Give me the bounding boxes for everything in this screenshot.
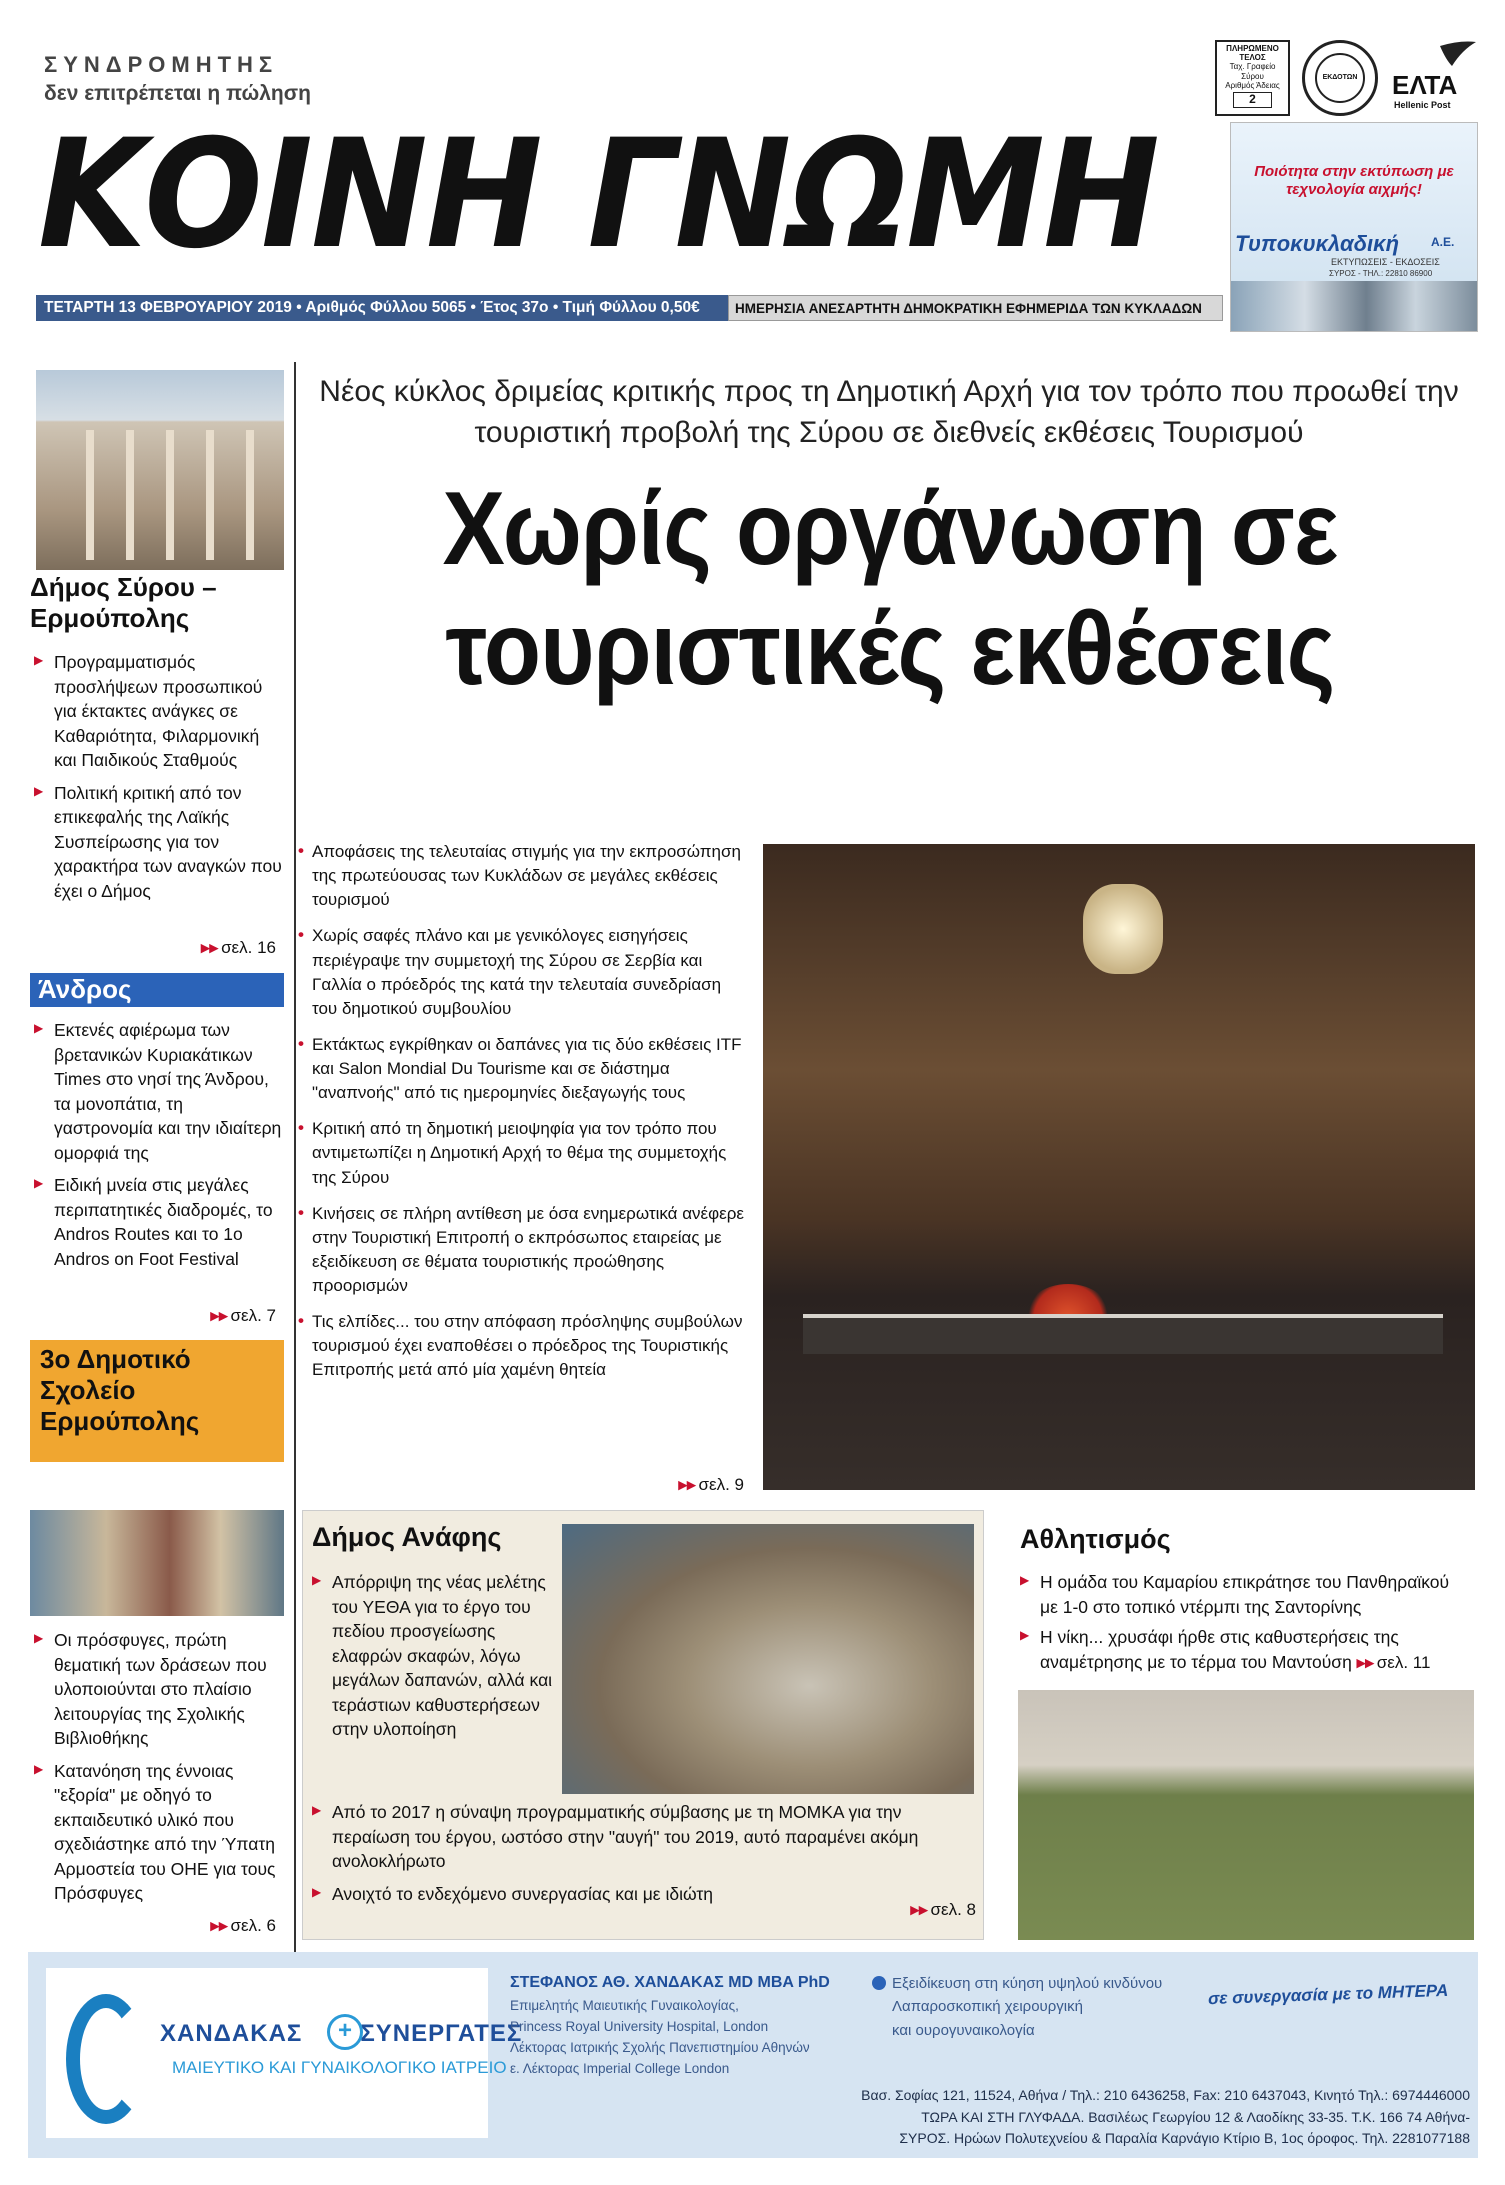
- ad-brand-name: Τυποκυκλαδική: [1235, 231, 1400, 256]
- address-line: Βασ. Σοφίας 121, 11524, Αθήνα / Τηλ.: 210 6436258, Fax: 210 6437043, Κινητό Τηλ.: 6974446000: [861, 2087, 1470, 2103]
- page-ref-label: σελ. 8: [930, 1900, 976, 1919]
- seal-text: ΕΚΔΟΤΩΝ: [1315, 53, 1365, 103]
- main-headline[interactable]: Χωρίς οργάνωση σε τουριστικές εκθέσεις: [442, 471, 1338, 707]
- section-title-school: 3ο Δημοτικό Σχολείο Ερμούπολης: [30, 1340, 284, 1462]
- chandelier: [1083, 884, 1163, 974]
- ad-machines-photo: [1231, 281, 1477, 332]
- address-line: ΣΥΡΟΣ. Ηρώων Πολυτεχνείου & Παραλία Καρνάγιο Κτίριο Β, 1ος όροφος. Τηλ. 2281077188: [899, 2130, 1470, 2147]
- list-item: • Εκτάκτως εγκρίθηκαν οι δαπάνες για τις δύο εκθέσεις ITF και Salon Mondial Du Tourisme και σε διάστημα "αναπνοής" από τις ημερομηνίες διεξαγωγής τους: [298, 1033, 750, 1105]
- page-ref-label: σελ. 11: [1376, 1652, 1431, 1672]
- doctor-credentials: [510, 1996, 810, 2080]
- list-item: ▶ Οι πρόσφυγες, πρώτη θεματική των δράσεων που υλοποιούνται στο πλαίσιο λειτουργίας της Σχολικής Βιβλιοθήκης: [34, 1628, 284, 1751]
- double-arrow-icon: ▸▸: [210, 1916, 228, 1935]
- football-match-photo: [1018, 1690, 1474, 1940]
- list-item: ▶ Πολιτική κριτική από τον επικεφαλής της Λαϊκής Συσπείρωσης για τον χαρακτήρα των αναγκών που έχει ο Δήμος: [34, 781, 284, 904]
- doctor-name: ΣΤΕΦΑΝΟΣ ΑΘ. ΧΑΝΔΑΚΑΣ MD MBA PhD: [510, 1974, 830, 1991]
- credential-line: ε. Λέκτορας Imperial College London: [510, 2060, 730, 2076]
- anafi-aerial-photo: [562, 1524, 974, 1794]
- ad-tagline: Ποιότητα στην εκτύπωση με τεχνολογία αιχμής!: [1254, 163, 1454, 198]
- specialty-line: Λαπαροσκοπική χειρουργική: [892, 1998, 1083, 2016]
- list-item: ▶ Ειδική μνεία στις μεγάλες περιπατητικές διαδρομές, το Andros Routes και το 1o Andros on Foot Festival: [34, 1173, 284, 1271]
- list-item: • Κινήσεις σε πλήρη αντίθεση με όσα ενημερωτικά ανέφερε στην Τουριστική Επιτροπή ο εκπρόσωπος εταιρείας με εξειδίκευση σε θέματα τουριστικής προώθησης προορισμών: [298, 1202, 750, 1299]
- permit-number: 2: [1233, 92, 1272, 108]
- bullet-dot-icon: [872, 1976, 886, 1990]
- credential-line: Λέκτορας Ιατρικής Σχολής Πανεπιστημίου Αθηνών: [510, 2039, 810, 2055]
- meeting-table: [803, 1314, 1443, 1354]
- clinic-name: ΧΑΝΔΑΚΑΣ ΣΥΝΕΡΓΑΤΕΣ: [160, 2020, 523, 2047]
- printing-company-ad[interactable]: [1230, 122, 1478, 332]
- council-meeting-photo: [763, 844, 1475, 1490]
- section-title-syros: Δήμος Σύρου – Ερμούπολης: [30, 572, 217, 634]
- newspaper-slogan: ΗΜΕΡΗΣΙΑ ΑΝΕΣΑΡΤΗΤΗ ΔΗΜΟΚΡΑΤΙΚΗ ΕΦΗΜΕΡΙΔΑ ΤΩΝ ΚΥΚΛΑΔΩΝ: [728, 295, 1223, 321]
- ad-contact: ΣΥΡΟΣ - ΤΗΛ.: 22810 86900: [1329, 269, 1433, 278]
- anafi-list: [312, 1570, 558, 1742]
- double-arrow-icon: ▸▸: [200, 938, 219, 957]
- section-title-sports: Αθλητισμός: [1020, 1524, 1171, 1554]
- main-kicker: Νέος κύκλος δριμείας κριτικής προς τη Δημοτική Αρχή για τον τρόπο που προωθεί την τουριστική προβολή της Σύρου σε διεθνείς εκθέσεις Τουρισμού: [319, 375, 1459, 449]
- double-arrow-icon: ▸▸: [1356, 1652, 1374, 1672]
- newspaper-title: ΚΟΙΝΗ ΓΝΩΜΗ: [38, 108, 1158, 282]
- permit-office: Ταχ. Γραφείο Σύρου: [1229, 62, 1276, 81]
- permit-number-label: Αριθμός Άδειας: [1225, 80, 1280, 90]
- ad-brand-suffix: Α.Ε.: [1431, 235, 1455, 249]
- postage-paid-box: [1215, 40, 1290, 116]
- page-ref-andros[interactable]: [34, 1306, 276, 1326]
- publishers-seal-icon: [1302, 40, 1378, 116]
- section-title-andros: Άνδρος: [30, 973, 284, 1007]
- page-ref-anafi[interactable]: [880, 1900, 976, 1920]
- double-arrow-icon: ▸▸: [910, 1900, 928, 1919]
- double-arrow-icon: ▸▸: [678, 1475, 696, 1494]
- clinic-logo-icon: [66, 1994, 146, 2124]
- specialty-line: και ουρογυναικολογία: [892, 2021, 1035, 2039]
- school-list: [34, 1628, 284, 1906]
- list-item: ▶ Η ομάδα του Καμαρίου επικράτησε του Πανθηραϊκού με 1-0 στο τοπικό ντέρμπι της Σαντορίνης: [1020, 1570, 1470, 1619]
- ad-subtitle: ΕΚΤΥΠΩΣΕΙΣ - ΕΚΔΟΣΕΙΣ: [1331, 257, 1440, 267]
- permit-title: ΠΛΗΡΩΜΕΝΟ ΤΕΛΟΣ: [1226, 44, 1279, 63]
- subscriber-label: ΣΥΝΔΡΟΜΗΤΗΣ: [44, 52, 279, 77]
- collaboration-note: σε συνεργασία με το ΜΗΤΕΡΑ: [1207, 1980, 1449, 2009]
- column-divider: [294, 362, 296, 1952]
- list-item: • Χωρίς σαφές πλάνο και με γενικόλογες εισηγήσεις περιέγραψε την συμμετοχή της Σύρου σε Σερβία και Γαλλία ο πρόεδρός της κατά την τελευταία συνεδρίαση του δημοτικού συμβουλίου: [298, 924, 750, 1021]
- section-title-anafi: Δήμος Ανάφης: [312, 1522, 502, 1552]
- page-ref-label: σελ. 16: [221, 938, 276, 957]
- double-arrow-icon: ▸▸: [210, 1306, 228, 1325]
- list-item: [1020, 1625, 1470, 1674]
- page-ref-label: σελ. 9: [698, 1475, 744, 1494]
- sports-list: [1020, 1570, 1470, 1674]
- school-mural-photo: [30, 1510, 284, 1616]
- page-ref-main[interactable]: [600, 1475, 744, 1495]
- medical-cross-icon: +: [327, 2014, 363, 2050]
- list-item: ▶ Εκτενές αφιέρωμα των βρετανικών Κυριακάτικων Times στο νησί της Άνδρου, τα μονοπάτια, τη γαστρονομία και την ιδιαίτερη ομορφιά της: [34, 1018, 284, 1165]
- page-ref-label: σελ. 7: [230, 1306, 276, 1325]
- page-ref-syros[interactable]: [34, 938, 276, 958]
- syros-list: [34, 650, 284, 903]
- issue-info-bar: ΤΕΤΑΡΤΗ 13 ΦΕΒΡΟΥΑΡΙΟΥ 2019 • Αριθμός Φύλλου 5065 • Έτος 37ο • Τιμή Φύλλου 0,50€: [36, 295, 728, 321]
- not-for-sale-label: δεν επιτρέπεται η πώληση: [44, 82, 311, 105]
- list-item-text: Η νίκη... χρυσάφι ήρθε στις καθυστερήσεις της αναμέτρησης με το τέρμα του Μαντούση: [1040, 1627, 1399, 1672]
- elta-logo-text: ΕΛΤΑ: [1392, 70, 1458, 100]
- credential-line: Επιμελητής Μαιευτικής Γυναικολογίας,: [510, 1998, 739, 2013]
- list-item: • Αποφάσεις της τελευταίας στιγμής για την εκπροσώπηση της πρωτεύουσας των Κυκλάδων σε μεγάλες εκθέσεις τουρισμού: [298, 840, 750, 912]
- town-hall-photo: [36, 370, 284, 570]
- list-item: • Τις ελπίδες... του στην απόφαση πρόσληψης συμβούλων τουρισμού έχει εναποθέσει ο πρόεδρος της Τουριστικής Επιτροπής μετά από μία χαμένη θητεία: [298, 1310, 750, 1382]
- credential-line: Princess Royal University Hospital, London: [510, 2018, 769, 2034]
- page-ref-sports[interactable]: [1357, 1653, 1431, 1672]
- main-story-list: [298, 840, 750, 1395]
- list-item: ▶ Προγραμματισμός προσλήψεων προσωπικού για έκτακτες ανάγκες σε Καθαριότητα, Φιλαρμονική και Παιδικούς Σταθμούς: [34, 650, 284, 773]
- address-line: ΤΩΡΑ ΚΑΙ ΣΤΗ ΓΛΥΦΑΔΑ. Βασιλέως Γεωργίου 12 & Λαοδίκης 33-35. Τ.Κ. 166 74 Αθήνα-: [921, 2108, 1470, 2125]
- list-item: • Κριτική από τη δημοτική μειοψηφία για τον τρόπο που αντιμετωπίζει η Δημοτική Αρχή το θέμα της συμμετοχής της Σύρου: [298, 1117, 750, 1189]
- list-item: ▶ Ανοιχτό το ενδεχόμενο συνεργασίας και με ιδιώτη: [312, 1882, 977, 1907]
- page-ref-label: σελ. 6: [230, 1916, 276, 1935]
- list-item: ▶ Κατανόηση της έννοιας "εξορία" με οδηγό το εκπαιδευτικό υλικό που σχεδιάστηκε από την Ύπατη Αρμοστεία του ΟΗΕ για τους Πρόσφυγες: [34, 1759, 284, 1906]
- page-ref-school[interactable]: [34, 1916, 276, 1936]
- list-item: ▶ Απόρριψη της νέας μελέτης του ΥΕΘΑ για το έργο του πεδίου προσγείωσης ελαφρών σκαφών, λόγω μεγάλων δαπανών, αλλά και τεράστιων καθυστερήσεων στην υλοποίηση: [312, 1570, 558, 1742]
- specialty-line: Εξειδίκευση στη κύηση υψηλού κινδύνου: [892, 1975, 1163, 1992]
- andros-list: [34, 1018, 284, 1271]
- elta-logo-subtext: Hellenic Post: [1394, 100, 1451, 110]
- list-item: ▶ Από το 2017 η σύναψη προγραμματικής σύμβασης με τη ΜΟΜΚΑ για την περαίωση του έργου, ωστόσο στην "αυγή" του 2019, αυτό παραμένει ακόμη ανολοκλήρωτο: [312, 1800, 977, 1874]
- anafi-list-wide: [312, 1800, 977, 1906]
- clinic-subtitle: ΜΑΙΕΥΤΙΚΟ ΚΑΙ ΓΥΝΑΙΚΟΛΟΓΙΚΟ ΙΑΤΡΕΙΟ: [172, 2058, 507, 2077]
- doctor-specialties: [892, 1972, 1222, 2042]
- clinic-addresses: [510, 2085, 1470, 2150]
